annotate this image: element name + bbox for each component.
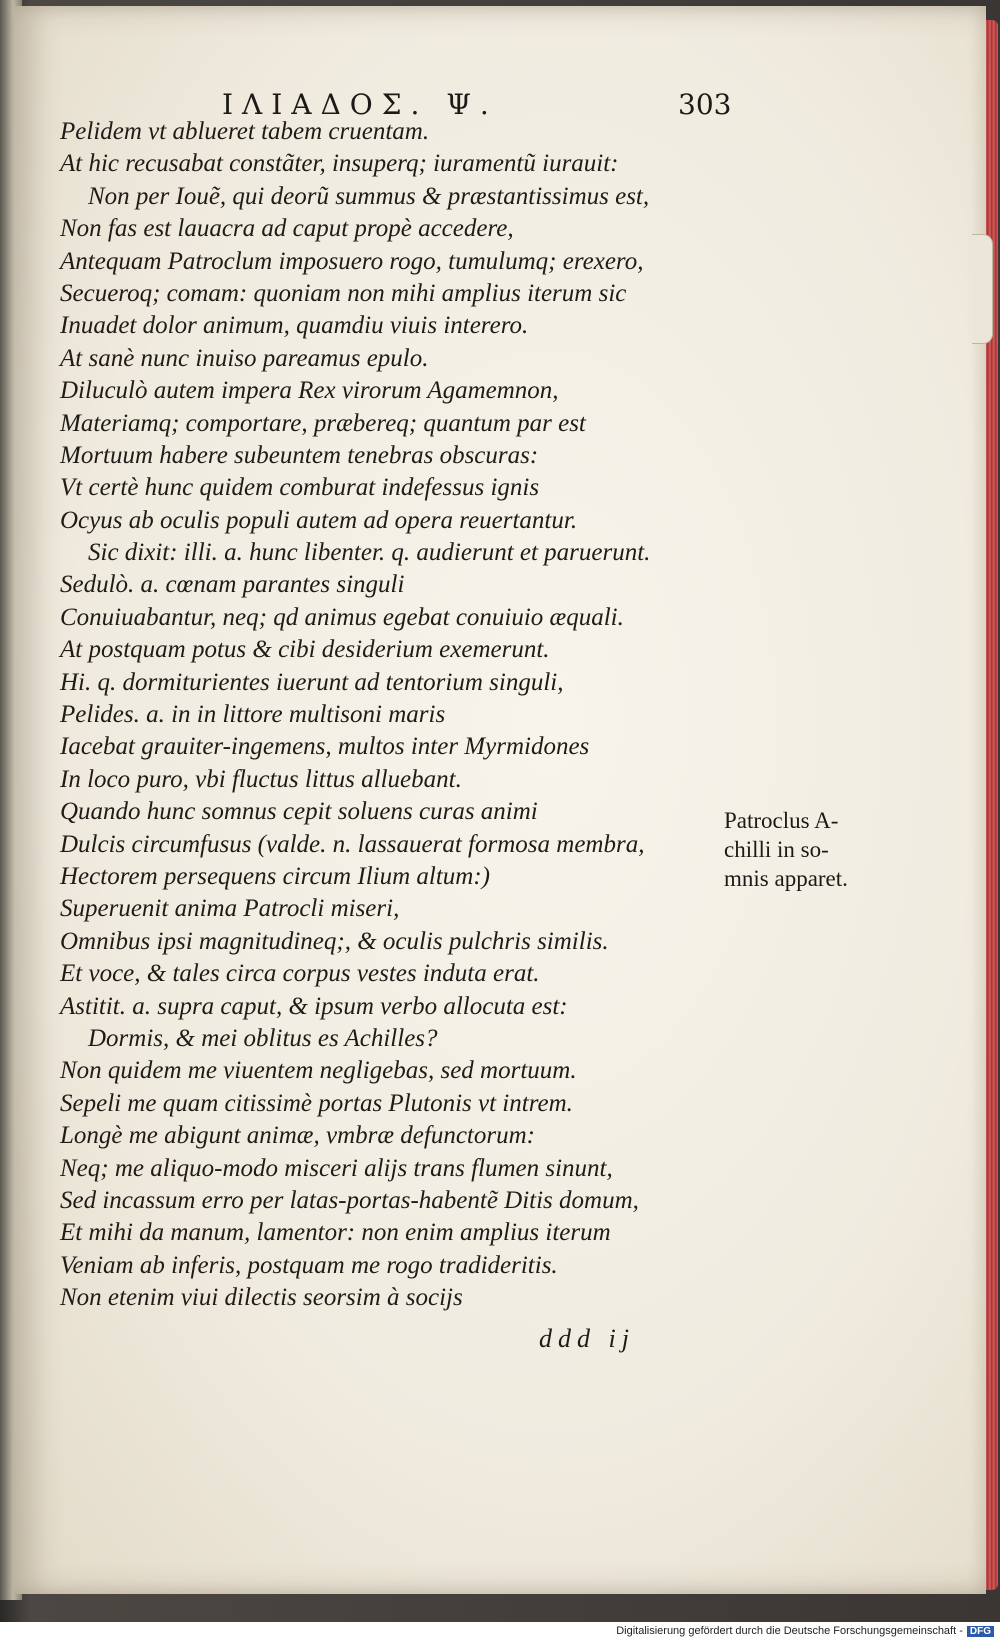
running-title: ΙΛΙΑΔΟΣ. Ψ. bbox=[222, 88, 498, 121]
verse-line: Sed incassum erro per latas-portas-habentẽ Ditis domum, bbox=[60, 1186, 639, 1214]
verse-line: Sic dixit: illi. a. hunc libenter. q. audierunt et paruerunt. bbox=[88, 539, 651, 567]
verse-line: Non per Iouẽ, qui deorũ summus & præstantissimus est, bbox=[88, 182, 650, 210]
verse-line: At sanè nunc inuiso pareamus epulo. bbox=[60, 344, 429, 372]
verse-line: Et voce, & tales circa corpus vestes induta erat. bbox=[60, 960, 540, 988]
verse-line: Superuenit anima Patrocli miseri, bbox=[60, 895, 400, 923]
verse-line: Astitit. a. supra caput, & ipsum verbo allocuta est: bbox=[60, 992, 568, 1020]
verse-line: Conuiuabantur, neq; qd animus egebat conuiuio æquali. bbox=[60, 603, 624, 631]
verse-line: Quando hunc somnus cepit soluens curas animi bbox=[60, 798, 538, 826]
verse-text-block bbox=[60, 116, 710, 1314]
verse-line: At hic recusabat constãter, insuperq; iuramentũ iurauit: bbox=[60, 150, 619, 178]
dfg-logo: DFG bbox=[967, 1626, 994, 1637]
verse-line: Omnibus ipsi magnitudineq;, & oculis pulchris similis. bbox=[60, 927, 609, 955]
verse-line: Materiamq; comportare, præbereq; quantum par est bbox=[60, 409, 586, 437]
verse-line: Longè me abigunt animæ, vmbræ defunctorum: bbox=[60, 1122, 535, 1150]
verse-line: Dormis, & mei oblitus es Achilles? bbox=[88, 1024, 438, 1052]
footer-bar bbox=[0, 1622, 1000, 1644]
verse-line: Sepeli me quam citissimè portas Plutonis vt intrem. bbox=[60, 1089, 573, 1117]
footer-credit-text: Digitalisierung gefördert durch die Deutsche Forschungsgemeinschaft - bbox=[616, 1625, 963, 1637]
page-tab-marker bbox=[972, 234, 993, 344]
footer-credit bbox=[616, 1625, 994, 1637]
page-number: 303 bbox=[678, 88, 732, 121]
verse-line: Dulcis circumfusus (valde. n. lassauerat formosa membra, bbox=[60, 830, 645, 858]
verse-line: Neq; me aliquo-modo misceri alijs trans flumen sinunt, bbox=[60, 1154, 613, 1182]
verse-line: Hi. q. dormiturientes iuerunt ad tentorium singuli, bbox=[60, 668, 564, 696]
verse-line: Hectorem persequens circum Ilium altum:) bbox=[60, 862, 490, 890]
verse-line: In loco puro, vbi fluctus littus alluebant. bbox=[60, 765, 462, 793]
verse-line: Inuadet dolor animum, quamdiu viuis interero. bbox=[60, 312, 529, 340]
verse-line: Antequam Patroclum imposuero rogo, tumulumq; erexero, bbox=[60, 247, 644, 275]
verse-line: Pelides. a. in in littore multisoni maris bbox=[60, 701, 446, 729]
verse-line: Diluculò autem impera Rex virorum Agamemnon, bbox=[60, 377, 559, 405]
verse-line: Secueroq; comam: quoniam non mihi amplius iterum sic bbox=[60, 279, 627, 307]
verse-line: Mortuum habere subeuntem tenebras obscuras: bbox=[60, 441, 539, 469]
verse-line: Iacebat grauiter-ingemens, multos inter Myrmidones bbox=[60, 733, 590, 761]
verse-line: Sedulò. a. cœnam parantes singuli bbox=[60, 571, 405, 599]
marginal-note-line: chilli in so- bbox=[724, 837, 829, 862]
verse-line: Non fas est lauacra ad caput propè accedere, bbox=[60, 215, 514, 243]
verse-line: Non etenim viui dilectis seorsim à socijs bbox=[60, 1284, 463, 1312]
verse-line: Non quidem me viuentem negligebas, sed mortuum. bbox=[60, 1057, 577, 1085]
marginal-note-line: Patroclus A- bbox=[724, 808, 839, 833]
marginal-note-line: mnis apparet. bbox=[724, 866, 848, 891]
verse-line: Vt certè hunc quidem comburat indefessus ignis bbox=[60, 474, 540, 502]
verse-line: At postquam potus & cibi desiderium exemerunt. bbox=[60, 636, 550, 664]
verse-line: Pelidem vt ablueret tabem cruentam. bbox=[60, 118, 430, 145]
verse-line: Veniam ab inferis, postquam me rogo tradideritis. bbox=[60, 1251, 558, 1279]
verse-line: Ocyus ab oculis populi autem ad opera reuertantur. bbox=[60, 506, 578, 534]
book-page bbox=[14, 6, 986, 1594]
marginal-note bbox=[724, 806, 904, 893]
signature-mark: ddd ij bbox=[539, 1324, 635, 1353]
verse-line: Et mihi da manum, lamentor: non enim amplius iterum bbox=[60, 1219, 611, 1247]
